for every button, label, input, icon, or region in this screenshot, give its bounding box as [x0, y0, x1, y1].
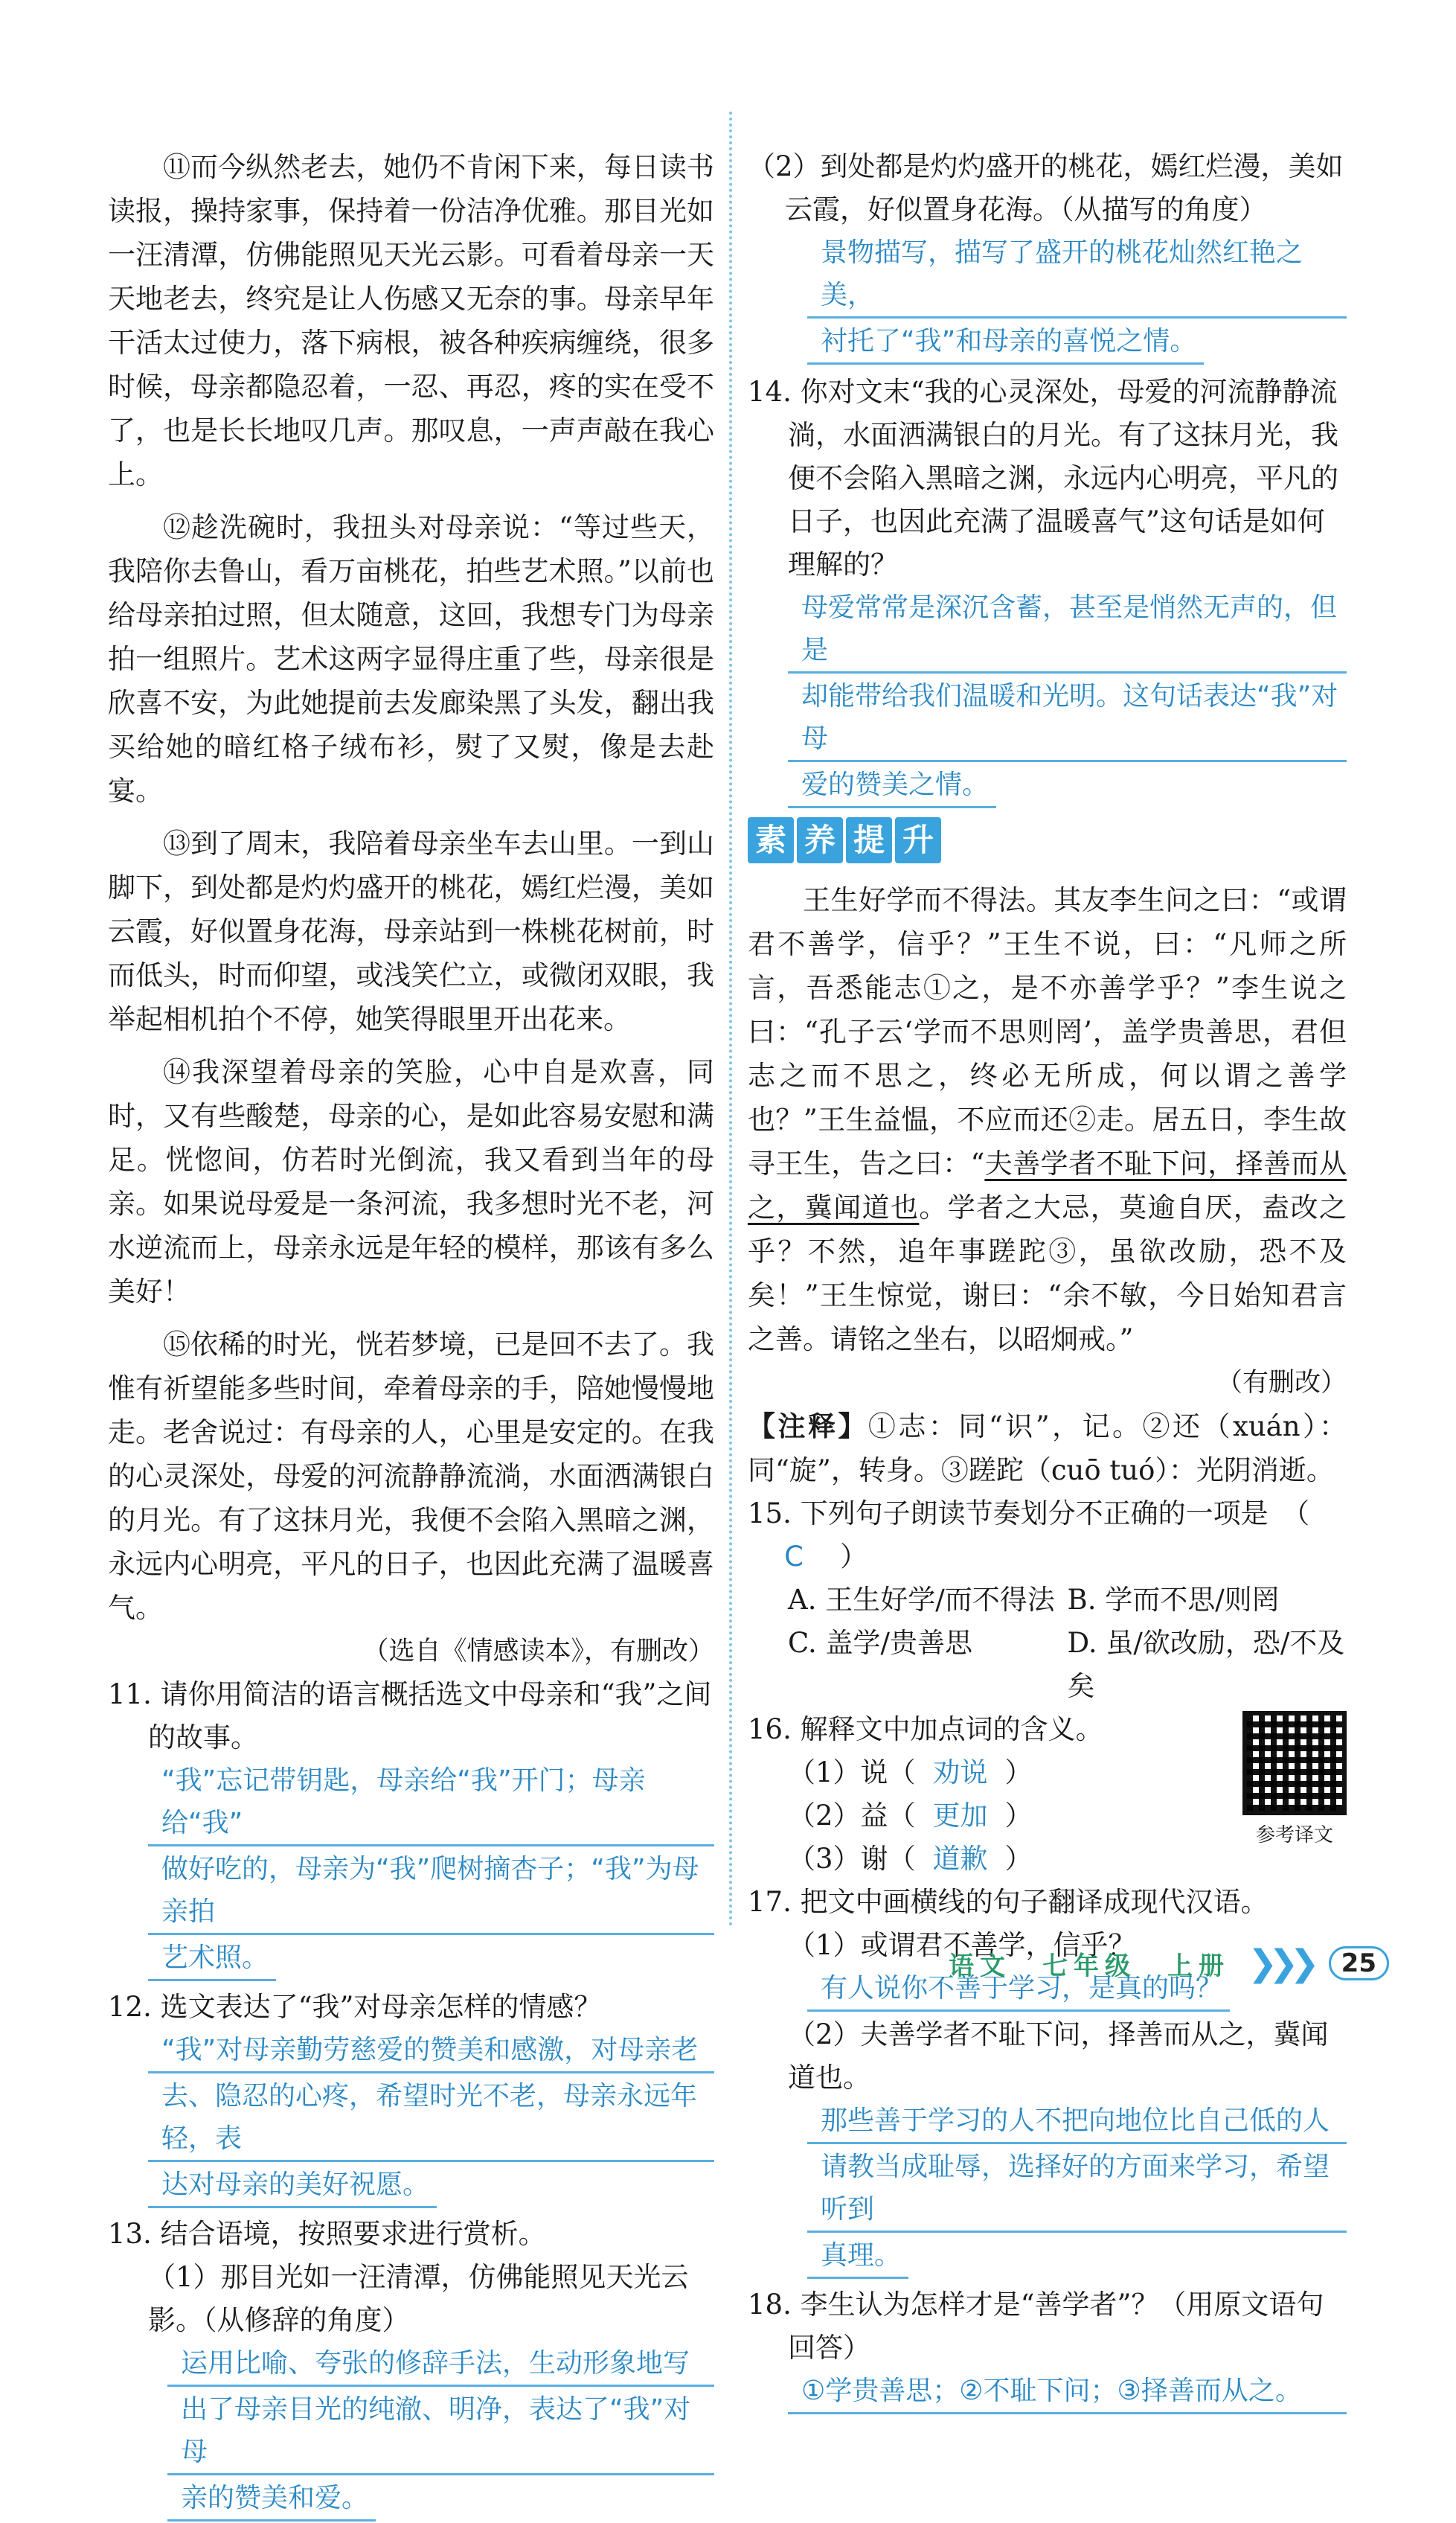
- answer-line: 却能带给我们温暖和光明。这句话表达“我”对母: [788, 675, 1347, 762]
- passage-source: （选自《情感读本》，有删改）: [362, 1637, 714, 1666]
- question-17-2: （2）夫善学者不耻下问，择善而从之，冀闻道也。: [788, 2018, 1329, 2094]
- answer-line: 出了母亲目光的纯澈、明净，表达了“我”对母: [167, 2388, 714, 2475]
- answer-line: 爱的赞美之情。: [788, 764, 996, 808]
- option-d: D. 虽/欲改励，恐/不及矣: [1067, 1627, 1345, 1702]
- answer-line: 有人说你不善于学习，是真的吗？: [807, 1967, 1230, 2012]
- classical-text-1: 王生好学而不得法。其友李生问之曰：“或谓君不善学，信乎？”王生不说，曰：“凡师之所言，吾悉能志①之，是不亦善学乎？”李生说之曰：“孔子云‘学而不思则罔’，盖学贵善思，君但志之而不思之，终必无所成，何以谓之善学也？”王生益愠，不应而还②走。居五日，李生故寻王生，告之曰：“: [748, 884, 1347, 1180]
- answer-12: [148, 2029, 714, 2210]
- question-17-1: （1）或谓君不善学，信乎？: [788, 1929, 1136, 1961]
- question-16-block: [748, 1708, 1347, 1881]
- answer-line: 衬托了“我”和母亲的喜悦之情。: [807, 320, 1204, 365]
- question-15-text: 15. 下列句子朗读节奏划分不正确的一项是 （: [748, 1497, 1310, 1529]
- banner-char: 养: [797, 817, 843, 863]
- answer-line: 那些善于学习的人不把向地位比自己低的人: [807, 2100, 1347, 2144]
- answer-line: 真理。: [807, 2234, 908, 2279]
- question-16: 16. 解释文中加点词的含义。: [748, 1713, 1103, 1745]
- banner-char: 素: [748, 817, 794, 863]
- banner-char: 升: [895, 817, 941, 863]
- option-b: B. 学而不思/则罔: [1067, 1584, 1280, 1616]
- question-14: 14. 你对文末“我的心灵深处，母爱的河流静静流淌，水面洒满银白的月光。有了这抹月光，我便不会陷入黑暗之渊，永远内心明亮，平凡的日子，也因此充满了温暖喜气”这句话是如何理解的？: [748, 376, 1338, 581]
- passage-paragraph-13: ⑬到了周末，我陪着母亲坐车去山里。一到山脚下，到处都是灼灼盛开的桃花，嫣红烂漫，美如云霞，好似置身花海，母亲站到一株桃花树前，时而低头，时而仰望，或浅笑伫立，或微闭双眼，我举起相机拍个不停，她笑得眼里开出花来。: [108, 828, 714, 1035]
- item-label: （3）谢（: [788, 1843, 916, 1875]
- answer-13-2: [807, 231, 1347, 366]
- question-17: 17. 把文中画横线的句子翻译成现代汉语。: [748, 1886, 1269, 1918]
- item-answer: 劝说: [932, 1756, 988, 1788]
- left-column: [108, 145, 714, 2523]
- notes: [748, 1404, 1347, 1492]
- item-label: （2）益（: [788, 1800, 916, 1832]
- answer-14: [788, 586, 1347, 810]
- option-c: C. 盖学/贵善思: [788, 1627, 972, 1659]
- answer-11: [148, 1759, 714, 1983]
- answer-line: 母爱常常是深沉含蓄，甚至是悄然无声的，但是: [788, 586, 1347, 674]
- column-divider: [729, 112, 732, 1928]
- page-footer: [949, 1942, 1389, 1984]
- question-11: 11. 请你用简洁的语言概括选文中母亲和“我”之间的故事。: [108, 1678, 712, 1753]
- answer-17-2: [807, 2100, 1347, 2280]
- answer-line: 去、隐忍的心疼，希望时光不老，母亲永远年轻，表: [148, 2075, 714, 2162]
- passage-paragraph-12: ⑫趁洗碗时，我扭头对母亲说：“等过些天，我陪你去鲁山，看万亩桃花，拍些艺术照。”以前也给母亲拍过照，但太随意，这回，我想专门为母亲拍一组照片。艺术这两字显得庄重了些，母亲很是欣喜不安，为此她提前去发廊染黑了头发，翻出我买给她的暗红格子绒布衫，熨了又熨，像是去赴宴。: [108, 511, 714, 807]
- section-banner: [748, 817, 1347, 863]
- item-label: （1）说（: [788, 1756, 916, 1788]
- answer-line: 亲的赞美和爱。: [167, 2477, 376, 2522]
- answer-line: 景物描写，描写了盛开的桃花灿然红艳之美，: [807, 231, 1347, 319]
- item-answer: 更加: [932, 1800, 988, 1832]
- qr-code[interactable]: [1242, 1711, 1347, 1847]
- classical-text-2: 。学者之大忌，莫逾自厌，盍改之乎？不然，追年事蹉跎③，虽欲改励，恐不及矣！”王生惊觉，谢曰：“余不敏，今日始知君言之善。请铭之坐右，以昭炯戒。”: [748, 1192, 1347, 1355]
- question-13: 13. 结合语境，按照要求进行赏析。: [108, 2218, 546, 2250]
- answer-13-1: [167, 2342, 714, 2523]
- classical-underlined-sentence: 夫善学者不耻下问，择善而从之，冀闻道也: [748, 1148, 1347, 1224]
- item-close: ）: [1004, 1800, 1033, 1832]
- question-15-options: [748, 1579, 1347, 1708]
- question-13-2: （2）到处都是灼灼盛开的桃花，嫣红烂漫，美如云霞，好似置身花海。（从描写的角度）: [748, 150, 1344, 226]
- question-18: 18. 李生认为怎样才是“善学者”？（用原文语句回答）: [748, 2289, 1324, 2364]
- question-12: 12. 选文表达了“我”对母亲怎样的情感？: [108, 1991, 602, 2023]
- classical-source: （有删改）: [1216, 1368, 1347, 1398]
- answer-line: 艺术照。: [148, 1937, 276, 1981]
- page-number: 25: [1329, 1946, 1389, 1980]
- notes-label: 【注释】: [748, 1410, 868, 1442]
- footer-label: 语文 七年级 上册: [949, 1951, 1231, 1981]
- answer-18: [788, 2370, 1347, 2416]
- option-a: A. 王生好学/而不得法: [788, 1584, 1055, 1616]
- classical-passage: [748, 878, 1347, 1361]
- item-answer: 道歉: [932, 1843, 988, 1875]
- question-15-answer: C: [784, 1541, 804, 1573]
- question-13-1: （1）那目光如一汪清潭，仿佛能照见天光云影。（从修辞的角度）: [148, 2261, 689, 2336]
- answer-line: “我”忘记带钥匙，母亲给“我”开门；母亲给“我”: [148, 1759, 714, 1846]
- answer-line: 运用比喻、夸张的修辞手法，生动形象地写: [167, 2342, 714, 2387]
- answer-line: “我”对母亲勤劳慈爱的赞美和感激，对母亲老: [148, 2029, 714, 2073]
- banner-char: 提: [846, 817, 892, 863]
- item-close: ）: [1004, 1756, 1033, 1788]
- notes-text: ①志：同“识”，记。②还（xuán）：同“旋”，转身。③蹉跎（cuō tuó）：光阴消逝。: [748, 1410, 1347, 1486]
- item-close: ）: [1004, 1843, 1033, 1875]
- passage-paragraph-15: ⑮依稀的时光，恍若梦境，已是回不去了。我惟有祈望能多些时间，牵着母亲的手，陪她慢慢地走。老舍说过：有母亲的人，心里是安定的。在我的心灵深处，母爱的河流静静流淌，水面洒满银白的月光。有了这抹月光，我便不会陷入黑暗之渊，永远内心明亮，平凡的日子，也因此充满了温暖喜气。: [108, 1328, 714, 1624]
- answer-line: 达对母亲的美好祝愿。: [148, 2164, 437, 2208]
- right-column: [748, 145, 1347, 2416]
- answer-line: 请教当成耻辱，选择好的方面来学习，希望听到: [807, 2146, 1347, 2233]
- chevron-right-icon: ❯❯❯: [1248, 1942, 1311, 1984]
- answer-line: 做好吃的，母亲为“我”爬树摘杏子；“我”为母亲拍: [148, 1848, 714, 1935]
- answer-line: ①学贵善思；②不耻下问；③择善而从之。: [788, 2370, 1347, 2414]
- question-15-close: ）: [840, 1541, 867, 1573]
- passage-paragraph-14: ⑭我深望着母亲的笑脸，心中自是欢喜，同时，又有些酸楚，母亲的心，是如此容易安慰和满足。恍惚间，仿若时光倒流，我又看到当年的母亲。如果说母爱是一条河流，我多想时光不老，河水逆流而上，母亲永远是年轻的模样，那该有多么美好！: [108, 1056, 714, 1308]
- qr-code-icon: [1242, 1711, 1347, 1815]
- qr-caption: 参考译文: [1255, 1824, 1333, 1846]
- question-15: [748, 1492, 1347, 1579]
- passage-paragraph-11: ⑪而今纵然老去，她仍不肯闲下来，每日读书读报，操持家事，保持着一份洁净优雅。那目光如一汪清潭，仿佛能照见天光云影。可看着母亲一天天地老去，终究是让人伤感又无奈的事。母亲早年干活太过使力，落下病根，被各种疾病缠绕，很多时候，母亲都隐忍着，一忍、再忍，疼的实在受不了，也是长长地叹几声。那叹息，一声声敲在我心上。: [108, 151, 714, 490]
